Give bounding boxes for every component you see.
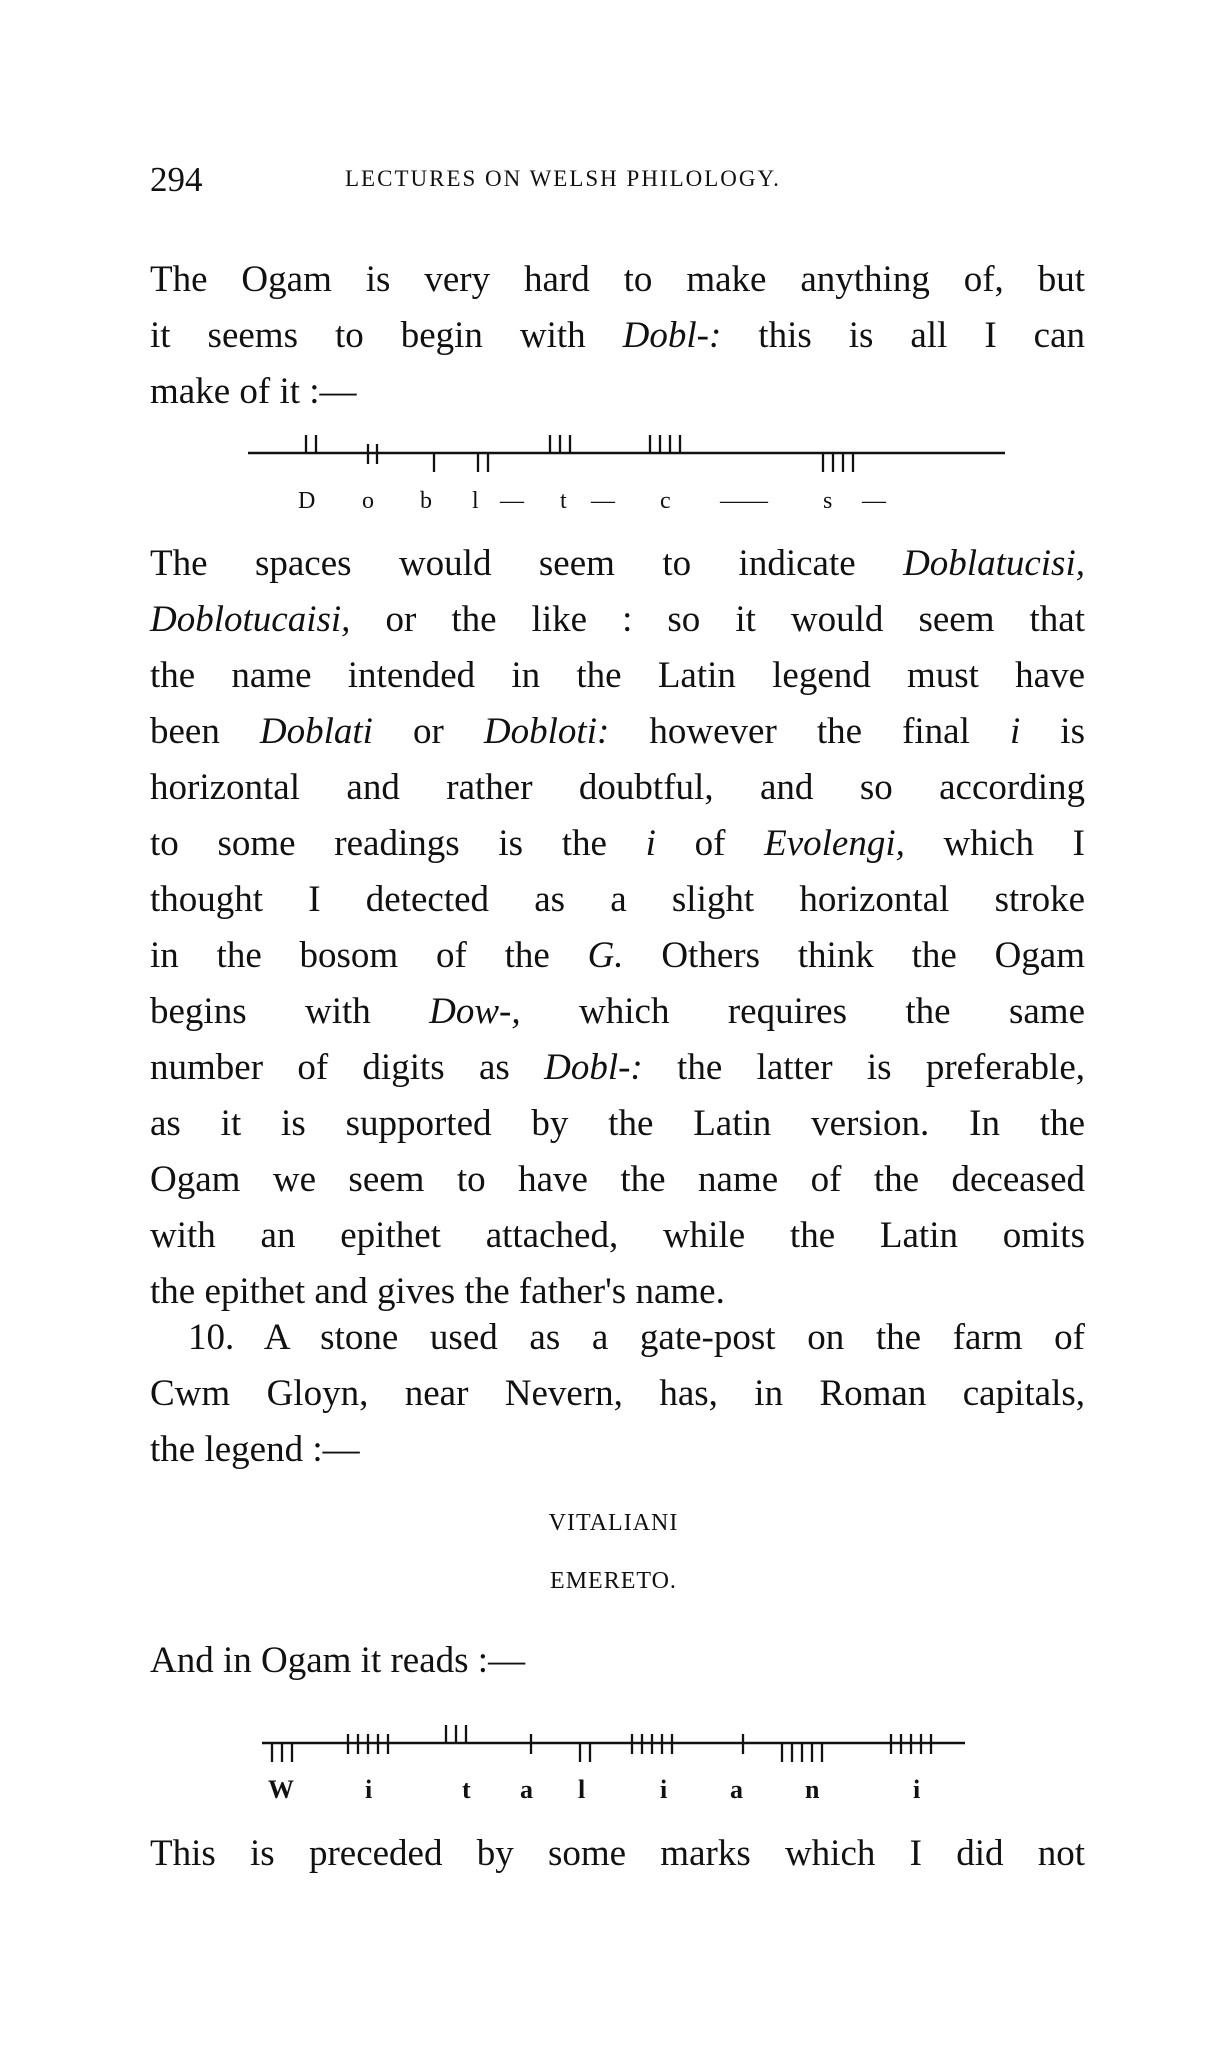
page-header — [150, 160, 1085, 200]
ogam-letter: n — [805, 1775, 820, 1804]
ogam-letter: a — [520, 1775, 533, 1804]
paragraph-discussion — [150, 536, 1085, 1320]
text-line: And in Ogam it reads :— — [150, 1640, 526, 1681]
page-number: 294 — [150, 160, 203, 199]
ogam-letter: l — [578, 1775, 586, 1804]
ogam-letter: s — [823, 488, 833, 514]
ogam-letter: c — [660, 488, 671, 514]
text-line: make of it :— — [150, 371, 357, 412]
ogam-letter: i — [913, 1775, 921, 1804]
text-line: Ogam we seem to have the name of the deceased — [150, 1159, 1085, 1200]
ogam-letter: l — [472, 488, 479, 514]
text-line: This is preceded by some marks which I did not — [150, 1833, 1085, 1874]
ogam-letter: t — [462, 1775, 471, 1804]
ogam-letter: — — [591, 488, 615, 514]
text-line: 10. A stone used as a gate-post on the farm of — [188, 1317, 1085, 1358]
text-line: begins with Dow-, which requires the same — [150, 991, 1085, 1032]
text-line: the legend :— — [150, 1429, 360, 1470]
ogam-letter: W — [268, 1775, 294, 1804]
ogam-letter: b — [420, 488, 432, 514]
text-line: Doblotucaisi, or the like : so it would seem that — [150, 599, 1085, 640]
text-line: the name intended in the Latin legend must have — [150, 655, 1085, 696]
text-line: been Doblati or Dobloti: however the final i is — [150, 711, 1085, 752]
text-line: horizontal and rather doubtful, and so according — [150, 767, 1085, 808]
ogam-letter: — — [862, 488, 886, 514]
text-line: in the bosom of the G. Others think the Ogam — [150, 935, 1086, 976]
paragraph-ogam-intro — [150, 252, 1085, 420]
text-line: Cwm Gloyn, near Nevern, has, in Roman capitals, — [150, 1373, 1085, 1414]
ogam-inscription-2 — [0, 1710, 1227, 1810]
text-line: it seems to begin with Dobl-: this is all I can — [150, 315, 1085, 356]
ogam-letter: i — [660, 1775, 668, 1804]
ogam-letter: —— — [720, 488, 768, 514]
ogam-letter: — — [500, 488, 524, 514]
text-line: thought I detected as a slight horizontal stroke — [150, 879, 1085, 920]
text-line: with an epithet attached, while the Latin omits — [150, 1215, 1085, 1256]
text-line: number of digits as Dobl-: the latter is preferable, — [150, 1047, 1085, 1088]
legend-line-2: EMERETO. — [550, 1568, 677, 1594]
text-line: as it is supported by the Latin version. In the — [150, 1103, 1085, 1144]
ogam-letter: D — [298, 488, 316, 514]
text-line: The spaces would seem to indicate Doblatucisi, — [150, 543, 1085, 584]
paragraph-ogam-reads — [150, 1633, 1085, 1689]
text-line: the epithet and gives the father's name. — [150, 1271, 725, 1312]
ogam-letter: t — [560, 488, 567, 514]
text-line: The Ogam is very hard to make anything of, but — [150, 259, 1085, 300]
ogam-letter: o — [362, 488, 374, 514]
paragraph-stone-10 — [150, 1310, 1085, 1478]
legend-line-1: VITALIANI — [548, 1510, 679, 1536]
running-title: LECTURES ON WELSH PHILOLOGY. — [345, 166, 781, 191]
text-line: to some readings is the i of Evolengi, which I — [150, 823, 1085, 864]
ogam-inscription-1 — [0, 420, 1227, 520]
paragraph-closing — [150, 1826, 1085, 1882]
ogam-letter: i — [365, 1775, 373, 1804]
ogam-letter: a — [730, 1775, 743, 1804]
